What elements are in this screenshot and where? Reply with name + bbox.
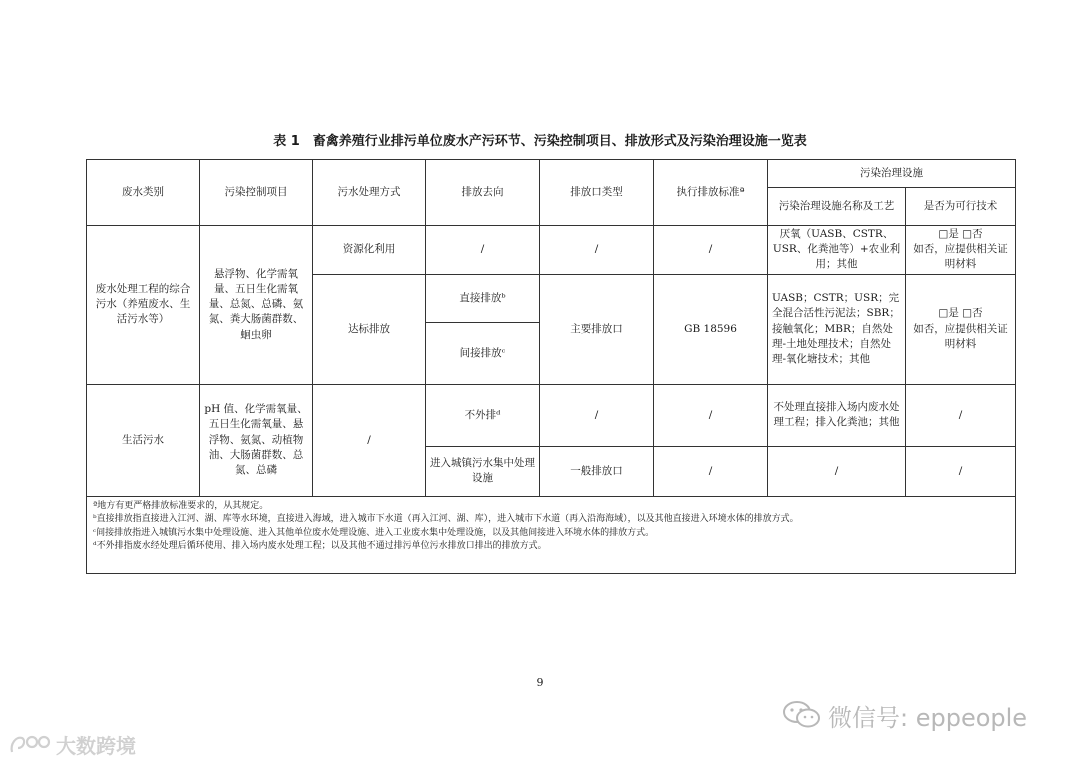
cell-standard-resource: / [654,226,768,275]
note-a: ª地方有更严格排放标准要求的，从其规定。 [93,500,269,511]
cell-outlet-standard: 主要排放口 [540,274,654,384]
cell-items-comprehensive: 悬浮物、化学需氧量、五日生化需氧量、总氮、总磷、氨氮、粪大肠菌群数、蛔虫卵 [200,226,313,385]
note-d: ᵈ不外排指废水经处理后循环使用、排入场内废水处理工程；以及其他不通过排污单位污水排放口排出的排放方式。 [93,541,547,552]
cell-outlet-resource: / [540,226,654,275]
cell-feasible-no-discharge: / [906,384,1016,446]
watermark-wechat-text: 微信号: eppeople [828,703,1028,732]
cell-items-domestic: pH 值、化学需氧量、五日生化需氧量、悬浮物、氨氮、动植物油、大肠菌群数、总氮、总磷 [200,384,313,496]
header-discharge-destination: 排放去向 [426,160,540,226]
cell-dest-urban: 进入城镇污水集中处理设施 [426,446,540,496]
cell-type-comprehensive: 废水处理工程的综合污水（养殖废水、生活污水等） [87,226,200,385]
page-number: 9 [536,676,544,689]
watermark-brand [8,730,136,758]
watermark-wechat [782,700,1027,730]
header-facility-group: 污染治理设施 [768,160,1016,188]
header-control-items: 污染控制项目 [200,160,313,226]
cell-dest-no-discharge: 不外排ᵈ [426,384,540,446]
header-facility-name: 污染治理设施名称及工艺 [768,188,906,226]
cell-standard-no-discharge: / [654,384,768,446]
cell-outlet-urban: 一般排放口 [540,446,654,496]
cell-method-domestic: / [313,384,426,496]
header-outlet-type: 排放口类型 [540,160,654,226]
cell-dest-indirect: 间接排放ᶜ [426,322,540,384]
cell-facility-no-discharge: 不处理直接排入场内废水处理工程；排入化粪池；其他 [768,384,906,446]
watermark-brand-text: 大数跨境 [56,733,136,758]
cell-facility-urban: / [768,446,906,496]
header-feasible: 是否为可行技术 [906,188,1016,226]
cell-method-standard: 达标排放 [313,274,426,384]
header-standard: 执行排放标准ª [654,160,768,226]
table-title: 表 1 畜禽养殖行业排污单位废水产污环节、污染控制项目、排放形式及污染治理设施一览表 [273,134,807,149]
cell-dest-resource: / [426,226,540,275]
brand-logo-icon [8,732,52,756]
cell-standard-urban: / [654,446,768,496]
wechat-icon [782,700,822,730]
header-treatment-method: 污水处理方式 [313,160,426,226]
note-c: ᶜ间接排放指进入城镇污水集中处理设施、进入其他单位废水处理设施、进入工业废水集中处理设施，以及其他间接进入环境水体的排放方式。 [93,527,655,538]
header-wastewater-type: 废水类别 [87,160,200,226]
cell-dest-direct: 直接排放ᵇ [426,274,540,322]
cell-feasible-resource: □是 □否 如否，应提供相关证明材料 [906,226,1016,275]
cell-feasible-standard: □是 □否 如否，应提供相关证明材料 [906,274,1016,384]
cell-method-resource: 资源化利用 [313,226,426,275]
cell-outlet-no-discharge: / [540,384,654,446]
cell-facility-standard: UASB；CSTR；USR；完全混合活性污泥法；SBR；接触氧化；MBR；自然处理-土地处理技术；自然处理-氧化塘技术；其他 [768,274,906,384]
pollution-table [86,159,1016,574]
cell-standard-standard: GB 18596 [654,274,768,384]
cell-type-domestic: 生活污水 [87,384,200,496]
note-b: ᵇ直接排放指直接进入江河、湖、库等水环境，直接进入海域，进入城市下水道（再入江河、湖、库），进入城市下水道（再入沿海海域），以及其他直接进入环境水体的排放方式。 [93,514,799,525]
table-notes [87,496,1016,573]
cell-facility-resource: 厌氧（UASB、CSTR、USR、化粪池等）+农业利用；其他 [768,226,906,275]
cell-feasible-urban: / [906,446,1016,496]
